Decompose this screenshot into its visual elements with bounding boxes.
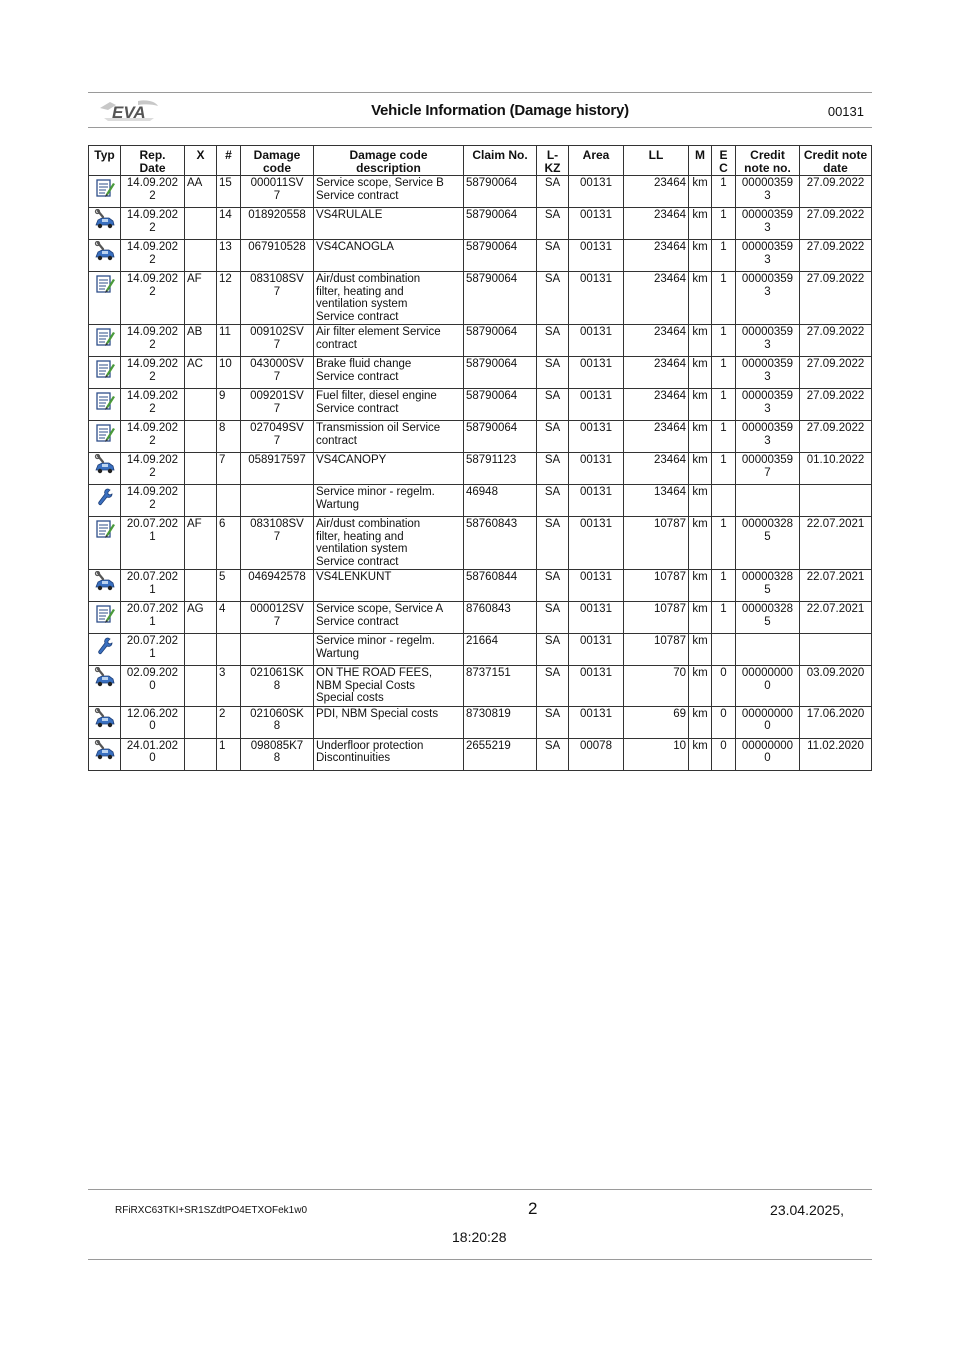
unit-cell: km <box>689 706 712 738</box>
area-cell: 00131 <box>569 389 624 421</box>
claim-number-cell: 58790064 <box>464 240 537 272</box>
damage-description-cell: Service minor - regelm. Wartung <box>314 634 464 666</box>
lkz-cell: SA <box>537 634 569 666</box>
number-cell <box>217 634 241 666</box>
repair-date-cell: 14.09.202 2 <box>121 389 185 421</box>
mileage-cell: 23464 <box>624 208 689 240</box>
column-header: LL <box>624 146 689 176</box>
repair-date-cell: 14.09.202 2 <box>121 421 185 453</box>
lkz-cell: SA <box>537 176 569 208</box>
credit-note-date-cell: 27.09.2022 <box>800 357 872 389</box>
mileage-cell: 10787 <box>624 517 689 570</box>
credit-note-date-cell <box>800 485 872 517</box>
mileage-cell: 10787 <box>624 570 689 602</box>
unit-cell: km <box>689 389 712 421</box>
lkz-cell: SA <box>537 208 569 240</box>
damage-code-cell: 058917597 <box>241 453 314 485</box>
damage-code-cell: 083108SV 7 <box>241 272 314 325</box>
number-cell: 1 <box>217 738 241 770</box>
damage-code-cell: 027049SV 7 <box>241 421 314 453</box>
table-row <box>89 272 872 325</box>
number-cell: 7 <box>217 453 241 485</box>
document-icon <box>94 278 116 290</box>
repair-date-cell: 14.09.202 2 <box>121 176 185 208</box>
mileage-cell: 23464 <box>624 357 689 389</box>
table-row <box>89 453 872 485</box>
x-cell <box>185 453 217 485</box>
claim-number-cell: 46948 <box>464 485 537 517</box>
lkz-cell: SA <box>537 325 569 357</box>
damage-description-cell: Service scope, Service B Service contract <box>314 176 464 208</box>
column-header: # <box>217 146 241 176</box>
credit-note-number-cell: 00000328 5 <box>736 602 800 634</box>
page-title: Vehicle Information (Damage history) <box>371 102 629 119</box>
number-cell: 14 <box>217 208 241 240</box>
credit-note-date-cell: 27.09.2022 <box>800 176 872 208</box>
lkz-cell: SA <box>537 272 569 325</box>
lkz-cell: SA <box>537 357 569 389</box>
lkz-cell: SA <box>537 485 569 517</box>
damage-code-cell: 043000SV 7 <box>241 357 314 389</box>
car-repair-icon <box>94 576 116 588</box>
document-icon <box>94 363 116 375</box>
unit-cell: km <box>689 602 712 634</box>
x-cell <box>185 570 217 602</box>
lkz-cell: SA <box>537 421 569 453</box>
x-cell: AC <box>185 357 217 389</box>
credit-note-date-cell: 03.09.2020 <box>800 666 872 707</box>
unit-cell: km <box>689 240 712 272</box>
ec-cell: 1 <box>712 421 736 453</box>
number-cell <box>217 485 241 517</box>
credit-note-number-cell: 00000000 0 <box>736 666 800 707</box>
unit-cell: km <box>689 570 712 602</box>
credit-note-number-cell <box>736 634 800 666</box>
document-icon <box>94 331 116 343</box>
ec-cell: 0 <box>712 706 736 738</box>
column-header: Area <box>569 146 624 176</box>
type-cell <box>89 325 121 357</box>
mileage-cell: 23464 <box>624 272 689 325</box>
x-cell: AF <box>185 517 217 570</box>
repair-date-cell: 14.09.202 2 <box>121 240 185 272</box>
lkz-cell: SA <box>537 666 569 707</box>
car-repair-icon <box>94 713 116 725</box>
repair-date-cell: 20.07.202 1 <box>121 602 185 634</box>
credit-note-date-cell: 27.09.2022 <box>800 272 872 325</box>
column-header: E C <box>712 146 736 176</box>
damage-code-cell: 000012SV 7 <box>241 602 314 634</box>
claim-number-cell: 58791123 <box>464 453 537 485</box>
lkz-cell: SA <box>537 517 569 570</box>
unit-cell: km <box>689 634 712 666</box>
credit-note-number-cell: 00000359 3 <box>736 357 800 389</box>
column-header: Credit note date <box>800 146 872 176</box>
area-cell: 00131 <box>569 666 624 707</box>
type-cell <box>89 421 121 453</box>
repair-date-cell: 24.01.202 0 <box>121 738 185 770</box>
claim-number-cell: 58790064 <box>464 272 537 325</box>
table-row <box>89 634 872 666</box>
ec-cell <box>712 634 736 666</box>
car-repair-icon <box>94 745 116 757</box>
type-cell <box>89 634 121 666</box>
area-cell: 00131 <box>569 176 624 208</box>
number-cell: 9 <box>217 389 241 421</box>
damage-description-cell: VS4RULALE <box>314 208 464 240</box>
document-icon <box>94 395 116 407</box>
repair-date-cell: 20.07.202 1 <box>121 634 185 666</box>
type-cell <box>89 453 121 485</box>
damage-description-cell: Brake fluid change Service contract <box>314 357 464 389</box>
type-cell <box>89 738 121 770</box>
damage-code-cell: 067910528 <box>241 240 314 272</box>
car-repair-icon <box>94 672 116 684</box>
type-cell <box>89 517 121 570</box>
x-cell <box>185 421 217 453</box>
credit-note-number-cell: 00000328 5 <box>736 517 800 570</box>
credit-note-date-cell: 01.10.2022 <box>800 453 872 485</box>
number-cell: 8 <box>217 421 241 453</box>
credit-note-number-cell <box>736 485 800 517</box>
document-icon <box>94 182 116 194</box>
damage-code-cell: 018920558 <box>241 208 314 240</box>
ec-cell <box>712 485 736 517</box>
mileage-cell: 23464 <box>624 389 689 421</box>
table-header-row <box>89 146 872 176</box>
claim-number-cell: 21664 <box>464 634 537 666</box>
footer-top-rule <box>88 1189 872 1190</box>
document-icon <box>94 427 116 439</box>
mileage-cell: 23464 <box>624 453 689 485</box>
damage-description-cell: ON THE ROAD FEES, NBM Special Costs Special costs <box>314 666 464 707</box>
table-row <box>89 602 872 634</box>
credit-note-number-cell: 00000359 3 <box>736 176 800 208</box>
mileage-cell: 10 <box>624 738 689 770</box>
print-date: 23.04.2025, <box>770 1202 844 1218</box>
number-cell: 13 <box>217 240 241 272</box>
number-cell: 2 <box>217 706 241 738</box>
credit-note-number-cell: 00000359 3 <box>736 389 800 421</box>
credit-note-date-cell: 27.09.2022 <box>800 240 872 272</box>
credit-note-number-cell: 00000359 3 <box>736 272 800 325</box>
type-cell <box>89 272 121 325</box>
credit-note-date-cell: 27.09.2022 <box>800 325 872 357</box>
credit-note-number-cell: 00000359 3 <box>736 240 800 272</box>
repair-date-cell: 14.09.202 2 <box>121 453 185 485</box>
number-cell: 3 <box>217 666 241 707</box>
document-number: 00131 <box>827 104 864 119</box>
x-cell <box>185 208 217 240</box>
lkz-cell: SA <box>537 602 569 634</box>
header-bottom-rule <box>88 127 872 128</box>
car-repair-icon <box>94 246 116 258</box>
column-header: Credit note no. <box>736 146 800 176</box>
damage-description-cell: Air/dust combination filter, heating and ventilation system Service contract <box>314 272 464 325</box>
area-cell: 00131 <box>569 325 624 357</box>
damage-code-cell: 083108SV 7 <box>241 517 314 570</box>
repair-date-cell: 14.09.202 2 <box>121 325 185 357</box>
table-row <box>89 240 872 272</box>
claim-number-cell: 2655219 <box>464 738 537 770</box>
credit-note-date-cell: 27.09.2022 <box>800 208 872 240</box>
repair-date-cell: 14.09.202 2 <box>121 485 185 517</box>
unit-cell: km <box>689 453 712 485</box>
credit-note-date-cell: 27.09.2022 <box>800 389 872 421</box>
table-row <box>89 485 872 517</box>
damage-code-cell: 000011SV 7 <box>241 176 314 208</box>
credit-note-date-cell: 27.09.2022 <box>800 421 872 453</box>
page-number: 2 <box>528 1199 538 1218</box>
document-icon <box>94 608 116 620</box>
ec-cell: 1 <box>712 453 736 485</box>
x-cell: AA <box>185 176 217 208</box>
credit-note-number-cell: 00000359 7 <box>736 453 800 485</box>
claim-number-cell: 58760843 <box>464 517 537 570</box>
damage-description-cell: VS4CANOGLA <box>314 240 464 272</box>
type-cell <box>89 357 121 389</box>
number-cell: 15 <box>217 176 241 208</box>
footer-bottom-rule <box>88 1259 872 1260</box>
lkz-cell: SA <box>537 240 569 272</box>
lkz-cell: SA <box>537 389 569 421</box>
credit-note-date-cell: 22.07.2021 <box>800 602 872 634</box>
header-top-rule <box>88 92 872 93</box>
x-cell: AG <box>185 602 217 634</box>
column-header: Typ <box>89 146 121 176</box>
wrench-icon <box>94 491 116 503</box>
credit-note-date-cell: 22.07.2021 <box>800 570 872 602</box>
damage-history-table <box>88 145 872 771</box>
table-row <box>89 706 872 738</box>
damage-code-cell: 046942578 <box>241 570 314 602</box>
column-header: Damage code <box>241 146 314 176</box>
ec-cell: 1 <box>712 240 736 272</box>
unit-cell: km <box>689 485 712 517</box>
damage-code-cell: 009201SV 7 <box>241 389 314 421</box>
unit-cell: km <box>689 666 712 707</box>
credit-note-date-cell: 17.06.2020 <box>800 706 872 738</box>
mileage-cell: 23464 <box>624 240 689 272</box>
damage-code-cell: 098085K7 8 <box>241 738 314 770</box>
repair-date-cell: 20.07.202 1 <box>121 517 185 570</box>
ec-cell: 1 <box>712 176 736 208</box>
claim-number-cell: 58790064 <box>464 357 537 389</box>
credit-note-number-cell: 00000000 0 <box>736 706 800 738</box>
lkz-cell: SA <box>537 738 569 770</box>
car-repair-icon <box>94 214 116 226</box>
credit-note-date-cell: 22.07.2021 <box>800 517 872 570</box>
claim-number-cell: 8760843 <box>464 602 537 634</box>
ec-cell: 1 <box>712 357 736 389</box>
mileage-cell: 23464 <box>624 325 689 357</box>
table-row <box>89 208 872 240</box>
damage-code-cell: 009102SV 7 <box>241 325 314 357</box>
area-cell: 00131 <box>569 357 624 389</box>
area-cell: 00131 <box>569 602 624 634</box>
x-cell <box>185 634 217 666</box>
damage-code-cell: 021060SK 8 <box>241 706 314 738</box>
area-cell: 00131 <box>569 240 624 272</box>
table-row <box>89 738 872 770</box>
ec-cell: 1 <box>712 570 736 602</box>
area-cell: 00131 <box>569 517 624 570</box>
column-header: M <box>689 146 712 176</box>
damage-description-cell: VS4LENKUNT <box>314 570 464 602</box>
repair-date-cell: 02.09.202 0 <box>121 666 185 707</box>
area-cell: 00078 <box>569 738 624 770</box>
lkz-cell: SA <box>537 570 569 602</box>
area-cell: 00131 <box>569 485 624 517</box>
damage-code-cell <box>241 485 314 517</box>
ec-cell: 1 <box>712 272 736 325</box>
x-cell <box>185 240 217 272</box>
damage-description-cell: Air filter element Service contract <box>314 325 464 357</box>
claim-number-cell: 58760844 <box>464 570 537 602</box>
x-cell <box>185 706 217 738</box>
table-row <box>89 421 872 453</box>
area-cell: 00131 <box>569 706 624 738</box>
wrench-icon <box>94 640 116 652</box>
credit-note-number-cell: 00000359 3 <box>736 208 800 240</box>
number-cell: 12 <box>217 272 241 325</box>
number-cell: 6 <box>217 517 241 570</box>
damage-code-cell <box>241 634 314 666</box>
mileage-cell: 69 <box>624 706 689 738</box>
damage-description-cell: Fuel filter, diesel engine Service contract <box>314 389 464 421</box>
x-cell: AB <box>185 325 217 357</box>
credit-note-number-cell: 00000328 5 <box>736 570 800 602</box>
mileage-cell: 70 <box>624 666 689 707</box>
area-cell: 00131 <box>569 453 624 485</box>
mileage-cell: 10787 <box>624 602 689 634</box>
unit-cell: km <box>689 517 712 570</box>
area-cell: 00131 <box>569 208 624 240</box>
ec-cell: 1 <box>712 602 736 634</box>
x-cell: AF <box>185 272 217 325</box>
mileage-cell: 23464 <box>624 421 689 453</box>
repair-date-cell: 14.09.202 2 <box>121 272 185 325</box>
ec-cell: 1 <box>712 325 736 357</box>
unit-cell: km <box>689 357 712 389</box>
car-repair-icon <box>94 459 116 471</box>
number-cell: 5 <box>217 570 241 602</box>
column-header: Damage code description <box>314 146 464 176</box>
damage-code-cell: 021061SK 8 <box>241 666 314 707</box>
ec-cell: 1 <box>712 389 736 421</box>
column-header: Claim No. <box>464 146 537 176</box>
column-header: Rep. Date <box>121 146 185 176</box>
type-cell <box>89 208 121 240</box>
document-icon <box>94 523 116 535</box>
unit-cell: km <box>689 272 712 325</box>
table-row <box>89 570 872 602</box>
type-cell <box>89 485 121 517</box>
type-cell <box>89 176 121 208</box>
ec-cell: 1 <box>712 517 736 570</box>
lkz-cell: SA <box>537 706 569 738</box>
table-row <box>89 517 872 570</box>
column-header: L- KZ <box>537 146 569 176</box>
number-cell: 11 <box>217 325 241 357</box>
type-cell <box>89 389 121 421</box>
unit-cell: km <box>689 738 712 770</box>
table-row <box>89 176 872 208</box>
ec-cell: 1 <box>712 208 736 240</box>
credit-note-date-cell <box>800 634 872 666</box>
logo-text: EVA <box>112 103 146 122</box>
repair-date-cell: 14.09.202 2 <box>121 208 185 240</box>
repair-date-cell: 12.06.202 0 <box>121 706 185 738</box>
unit-cell: km <box>689 208 712 240</box>
table-row <box>89 325 872 357</box>
claim-number-cell: 58790064 <box>464 176 537 208</box>
damage-description-cell: Underfloor protection Discontinuities <box>314 738 464 770</box>
number-cell: 4 <box>217 602 241 634</box>
number-cell: 10 <box>217 357 241 389</box>
mileage-cell: 23464 <box>624 176 689 208</box>
claim-number-cell: 58790064 <box>464 325 537 357</box>
damage-description-cell: Service scope, Service A Service contract <box>314 602 464 634</box>
unit-cell: km <box>689 176 712 208</box>
type-cell <box>89 240 121 272</box>
footer-document-id: RFiRXC63TKI+SR1SZdtPO4ETXOFek1w0 <box>115 1205 308 1216</box>
repair-date-cell: 14.09.202 2 <box>121 357 185 389</box>
damage-description-cell: Transmission oil Service contract <box>314 421 464 453</box>
type-cell <box>89 570 121 602</box>
damage-description-cell: Service minor - regelm. Wartung <box>314 485 464 517</box>
damage-description-cell: Air/dust combination filter, heating and ventilation system Service contract <box>314 517 464 570</box>
x-cell <box>185 738 217 770</box>
claim-number-cell: 58790064 <box>464 421 537 453</box>
unit-cell: km <box>689 421 712 453</box>
ec-cell: 0 <box>712 666 736 707</box>
area-cell: 00131 <box>569 570 624 602</box>
area-cell: 00131 <box>569 421 624 453</box>
damage-description-cell: PDI, NBM Special costs <box>314 706 464 738</box>
claim-number-cell: 8737151 <box>464 666 537 707</box>
type-cell <box>89 602 121 634</box>
repair-date-cell: 20.07.202 1 <box>121 570 185 602</box>
table-row <box>89 666 872 707</box>
x-cell <box>185 485 217 517</box>
area-cell: 00131 <box>569 634 624 666</box>
area-cell: 00131 <box>569 272 624 325</box>
table-row <box>89 389 872 421</box>
print-time: 18:20:28 <box>452 1229 507 1245</box>
claim-number-cell: 58790064 <box>464 389 537 421</box>
x-cell <box>185 666 217 707</box>
mileage-cell: 13464 <box>624 485 689 517</box>
table-row <box>89 357 872 389</box>
mileage-cell: 10787 <box>624 634 689 666</box>
unit-cell: km <box>689 325 712 357</box>
credit-note-number-cell: 00000000 0 <box>736 738 800 770</box>
claim-number-cell: 58790064 <box>464 208 537 240</box>
x-cell <box>185 389 217 421</box>
type-cell <box>89 666 121 707</box>
credit-note-number-cell: 00000359 3 <box>736 325 800 357</box>
credit-note-date-cell: 11.02.2020 <box>800 738 872 770</box>
column-header: X <box>185 146 217 176</box>
type-cell <box>89 706 121 738</box>
lkz-cell: SA <box>537 453 569 485</box>
damage-description-cell: VS4CANOPY <box>314 453 464 485</box>
credit-note-number-cell: 00000359 3 <box>736 421 800 453</box>
claim-number-cell: 8730819 <box>464 706 537 738</box>
ec-cell: 0 <box>712 738 736 770</box>
